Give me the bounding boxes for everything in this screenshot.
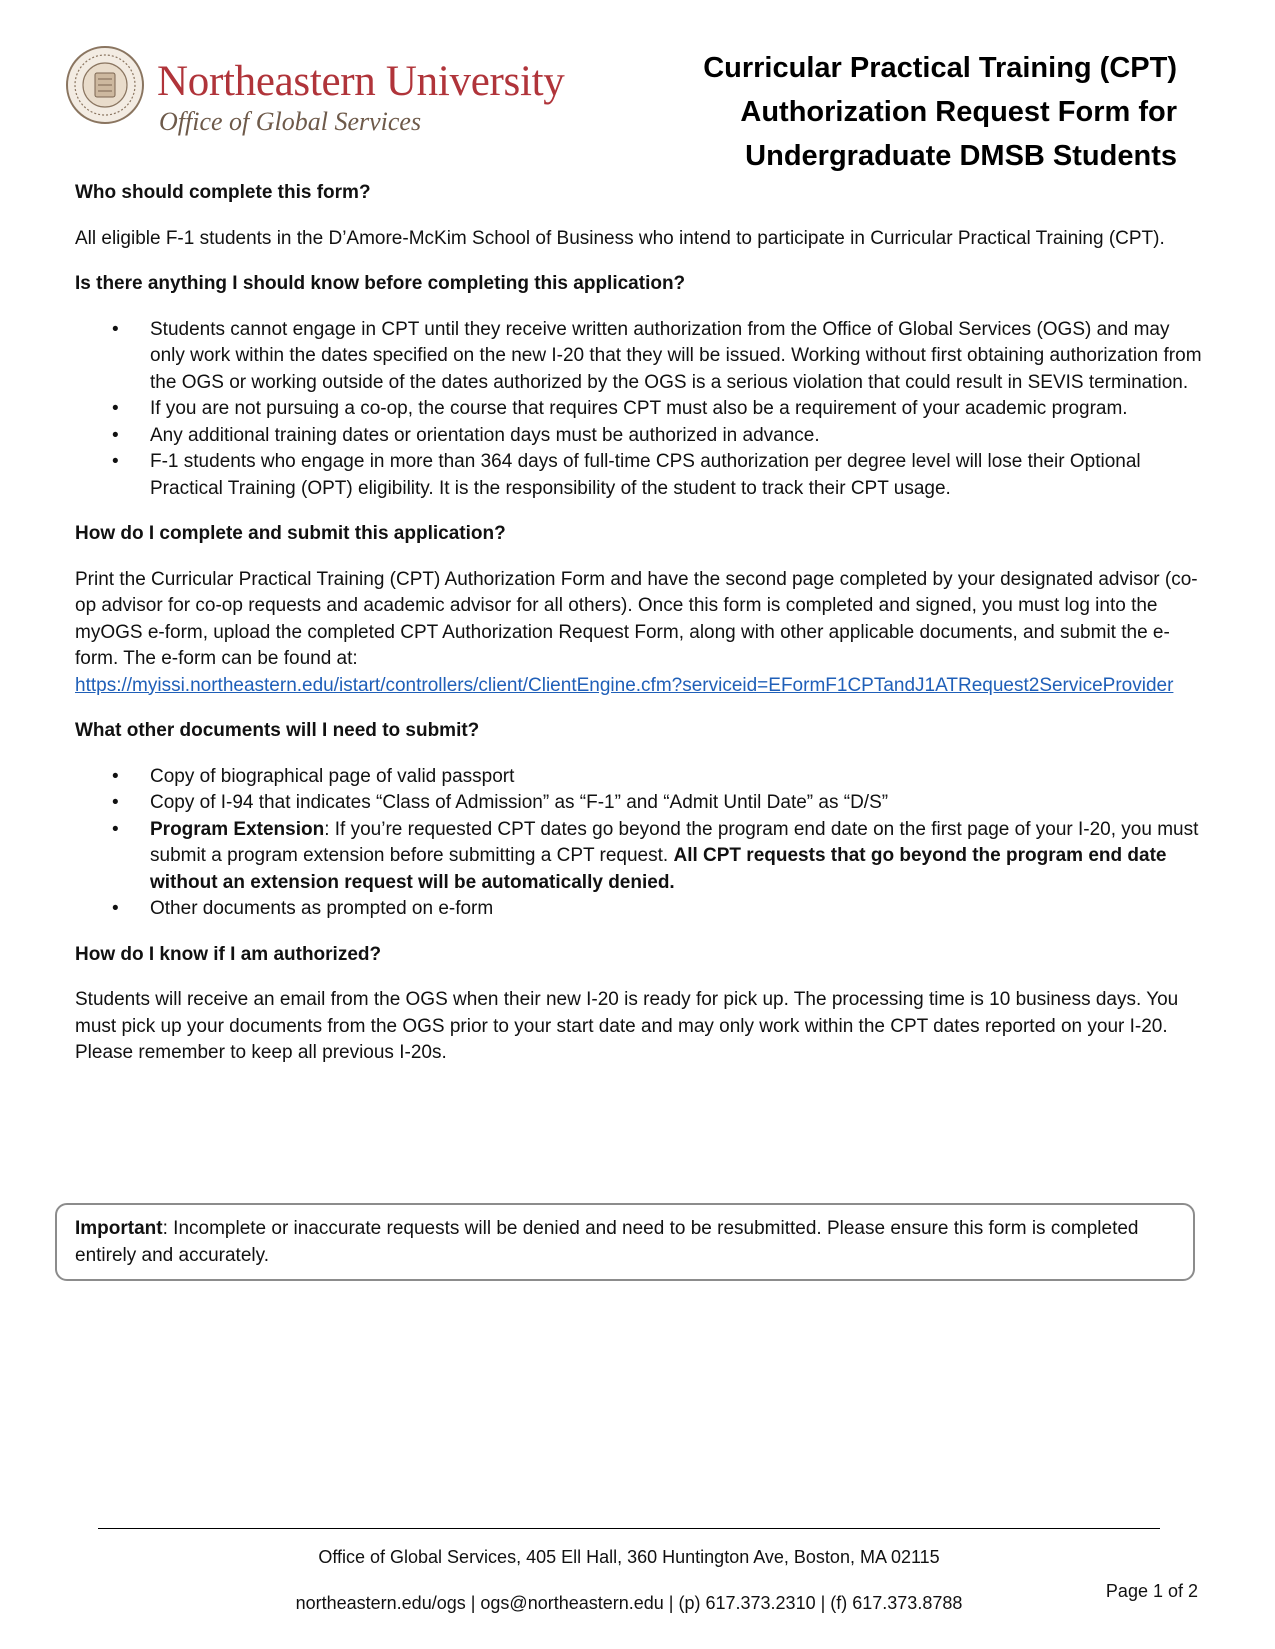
- bullet-icon: •: [112, 318, 119, 340]
- list-item: [75, 317, 1205, 397]
- footer-divider: [98, 1528, 1160, 1529]
- bullet-icon: •: [112, 398, 119, 419]
- form-content: [75, 180, 1205, 1086]
- form-title: [617, 46, 1177, 178]
- who-heading: Who should complete this form?: [75, 182, 371, 203]
- bullet-icon: •: [112, 424, 119, 446]
- bullet-icon: •: [112, 898, 119, 919]
- university-logo: [65, 45, 625, 135]
- program-extension-label: Program Extension: [150, 818, 325, 840]
- list-item: [75, 449, 1205, 502]
- list-item-text: Other documents as prompted on e-form: [150, 898, 494, 919]
- footer-address: Office of Global Services, 405 Ell Hall, 360 Huntington Ave, Boston, MA 02115: [318, 1547, 940, 1567]
- how-text: Print the Curricular Practical Training (CPT) Authorization Form and have the second page completed by your designated advisor (co-op advisor for co-op requests and academic advisor for all others). Once this form is completed and signed, you must log into the myOGS e-form, upload the completed CPT Authorization Request Form, along with other applicable documents, and submit the e-form. The e-form can be found at:: [75, 568, 1198, 669]
- list-item-text: If you are not pursuing a co-op, the course that requires CPT must also be a requirement of your academic program.: [150, 398, 1128, 419]
- list-item-text: Copy of biographical page of valid passport: [150, 765, 515, 787]
- how-paragraph: [75, 567, 1205, 700]
- form-title-line-1: Curricular Practical Training (CPT): [703, 52, 1177, 84]
- list-item: [75, 817, 1205, 897]
- authorized-text: Students will receive an email from the OGS when their new I-20 is ready for pick up. The processing time is 10 business days. You must pick up your documents from the OGS prior to your start date and may only work within the CPT dates reported on your I-20. Please remember to keep all previous I-20s.: [75, 989, 1179, 1063]
- docs-heading: What other documents will I need to submit?: [75, 720, 480, 741]
- list-item: [75, 896, 1205, 923]
- list-item-text: Any additional training dates or orientation days must be authorized in advance.: [150, 424, 820, 446]
- page-number: Page 1 of 2: [1105, 1581, 1198, 1601]
- notice-label: Important: [75, 1218, 163, 1239]
- bullet-icon: •: [112, 451, 119, 472]
- university-name: Northeastern University: [157, 58, 565, 105]
- program-extension-text: : If you’re requested CPT dates go beyond the program end date on the first page of your I-20, you must submit a program extension before submitting a CPT request.: [150, 818, 1199, 866]
- know-list: [75, 317, 1205, 503]
- university-seal-icon: [65, 45, 145, 125]
- notice-text: : Incomplete or inaccurate requests will be denied and need to be resubmitted. Please ensure this form is completed entirely and accurately.: [75, 1218, 1139, 1266]
- list-item-text: Copy of I-94 that indicates “Class of Admission” as “F-1” and “Admit Until Date” as “D/S”: [150, 792, 889, 813]
- authorized-heading: How do I know if I am authorized?: [75, 943, 382, 965]
- office-name: Office of Global Services: [159, 107, 422, 136]
- program-extension-warning: All CPT requests that go beyond the program end date without an extension request will be automatically denied.: [150, 845, 1167, 893]
- bullet-icon: •: [112, 818, 119, 840]
- know-heading: Is there anything I should know before completing this application?: [75, 273, 686, 294]
- footer-contact: northeastern.edu/ogs | ogs@northeastern.edu | (p) 617.373.2310 | (f) 617.373.8788: [295, 1593, 963, 1613]
- list-item-text: Students cannot engage in CPT until they receive written authorization from the Office of Global Services (OGS) and may only work within the dates specified on the new I-20 that they will be issued. Working without first obtaining authorization from the OGS or working outside of the dates authorized by the OGS is a serious violation that could result in SEVIS termination.: [150, 318, 1202, 393]
- bullet-icon: •: [112, 765, 119, 787]
- form-title-line-3: Undergraduate DMSB Students: [745, 140, 1177, 172]
- list-item: [75, 764, 1205, 791]
- how-heading: How do I complete and submit this application?: [75, 523, 506, 544]
- docs-list: [75, 764, 1205, 923]
- eform-link[interactable]: https://myissi.northeastern.edu/istart/controllers/client/ClientEngine.cfm?serviceid=EFormF1CPTandJ1ATRequest2ServiceProvider: [75, 674, 1174, 696]
- who-text: All eligible F-1 students in the D’Amore-McKim School of Business who intend to participate in Curricular Practical Training (CPT).: [75, 227, 1165, 249]
- form-title-line-2: Authorization Request Form for: [740, 96, 1177, 128]
- list-item-text: F-1 students who engage in more than 364 days of full-time CPS authorization per degree level will lose their Optional Practical Training (OPT) eligibility. It is the responsibility of the student to track their CPT usage.: [150, 451, 1141, 499]
- bullet-icon: •: [112, 792, 119, 813]
- list-item: [75, 423, 1205, 450]
- important-notice: [55, 1203, 1195, 1281]
- list-item: [75, 790, 1205, 817]
- list-item: [75, 396, 1205, 423]
